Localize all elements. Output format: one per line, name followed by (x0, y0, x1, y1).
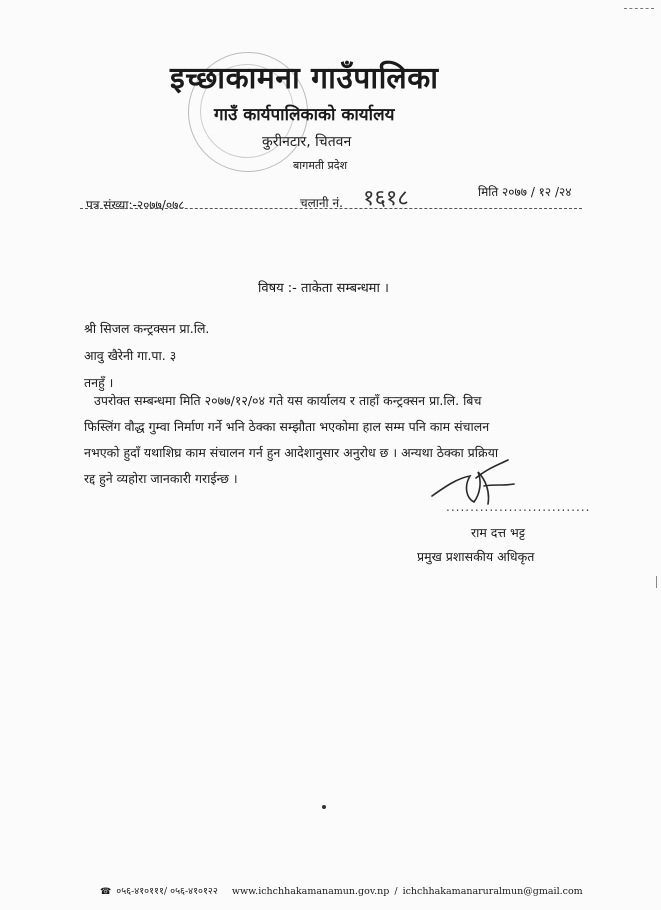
recipient-address: आवु खैरेनी गा.पा. ३ (84, 348, 177, 363)
patra-sankhya: पत्र संख्या:-२०७७/०७८ (86, 198, 185, 212)
footer-phones: ०५६-४१०१११/ ०५६-४१०१२२ (116, 886, 218, 897)
letter-subject: विषय :- ताकेता सम्बन्धमा । (258, 281, 389, 296)
letterhead-title: इच्छाकामना गाउँपालिका (170, 61, 439, 96)
scan-corner-mark (624, 8, 654, 9)
footer-contact (100, 884, 585, 897)
phone-icon: ☎ (100, 887, 112, 897)
signature-dots: .............................. (446, 500, 591, 514)
footer-website[interactable]: www.ichchhakamanamun.gov.np (231, 886, 390, 897)
body-line-2: फिस्लिंग वौद्ध गुम्वा निर्माण गर्ने भनि ठेक्का सम्झौता भएकोमा हाल सम्म पनि काम संचालन (84, 419, 490, 434)
reference-underline (80, 208, 582, 209)
body-line-3: नभएको हुदाँ यथाशिघ्र काम संचालन गर्न हुन आदेशानुसार अनुरोध छ । अन्यथा ठेक्का प्रक्रिया (84, 445, 499, 460)
chalani-number: १६१८ (363, 186, 409, 211)
recipient-district: तनहुँ । (84, 375, 114, 390)
scan-edge-mark (656, 576, 657, 588)
footer-email[interactable]: ichchhakamanaruralmun@gmail.com (402, 886, 583, 897)
letterhead-province: बागमती प्रदेश (293, 159, 348, 172)
scan-dot (322, 805, 326, 809)
body-line-1: उपरोक्त सम्बन्धमा मिति २०७७/१२/०४ गते यस कार्यालय र ताहाँ कन्ट्रक्सन प्रा.लि. बिच (94, 393, 482, 408)
body-line-4: रद्द हुने व्यहोरा जानकारी गराईन्छ । (84, 471, 238, 486)
footer-separator: / (394, 886, 398, 897)
chalani-label: चलानी नं. (300, 196, 343, 210)
signatory-name: राम दत्त भट्ट (471, 525, 525, 540)
letterhead-address: कुरीनटार, चितवन (262, 134, 352, 150)
signatory-title: प्रमुख प्रशासकीय अधिकृत (417, 549, 535, 564)
recipient-name: श्री सिजल कन्ट्रक्सन प्रा.लि. (84, 321, 210, 336)
letterhead-office: गाउँ कार्यपालिकाको कार्यालय (214, 105, 395, 125)
letter-date: मिति २०७७ / १२ /२४ (478, 185, 572, 199)
